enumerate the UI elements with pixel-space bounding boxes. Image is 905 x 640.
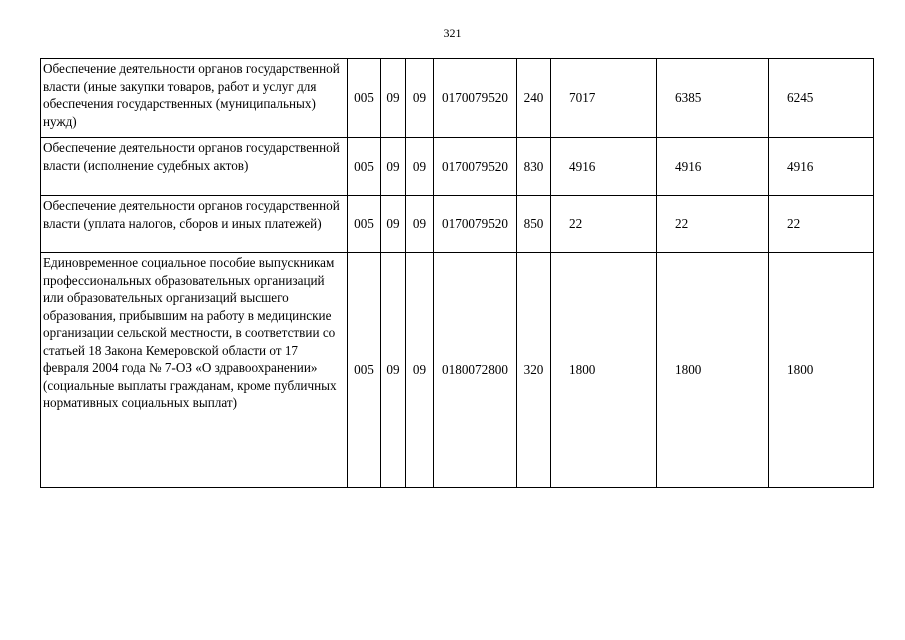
row-description: Обеспечение деятельности органов государственной власти (исполнение судебных актов) [41, 138, 348, 196]
amount-year-1: 4916 [551, 138, 657, 196]
ministry-code: 005 [348, 253, 381, 488]
expense-type-code: 830 [517, 138, 551, 196]
row-description: Обеспечение деятельности органов государственной власти (уплата налогов, сборов и иных платежей) [41, 196, 348, 253]
table-row [41, 138, 874, 196]
section-code: 09 [381, 59, 406, 138]
amount-year-1: 22 [551, 196, 657, 253]
subsection-code: 09 [406, 59, 434, 138]
amount-year-2: 4916 [657, 138, 769, 196]
amount-year-1: 7017 [551, 59, 657, 138]
amount-year-2: 22 [657, 196, 769, 253]
expense-type-code: 850 [517, 196, 551, 253]
expense-type-code: 320 [517, 253, 551, 488]
ministry-code: 005 [348, 196, 381, 253]
amount-year-3: 22 [769, 196, 874, 253]
amount-year-3: 1800 [769, 253, 874, 488]
expense-type-code: 240 [517, 59, 551, 138]
budget-table [40, 58, 874, 488]
amount-year-2: 1800 [657, 253, 769, 488]
target-article-code: 0180072800 [434, 253, 517, 488]
table-row [41, 59, 874, 138]
ministry-code: 005 [348, 138, 381, 196]
table-row [41, 196, 874, 253]
amount-year-1: 1800 [551, 253, 657, 488]
page-number: 321 [443, 26, 462, 40]
ministry-code: 005 [348, 59, 381, 138]
target-article-code: 0170079520 [434, 138, 517, 196]
row-description: Обеспечение деятельности органов государственной власти (иные закупки товаров, работ и услуг для обеспечения государственных (муниципальных) нужд) [41, 59, 348, 138]
row-description: Единовременное социальное пособие выпускникам профессиональных образовательных организаций или образовательных организаций высшего образования, прибывшим на работу в медицинские организации сельской местности, в соответствии со статьей 18 Закона Кемеровской области от 17 февраля 2004 года № 7-ОЗ «О здравоохранении» (социальные выплаты гражданам, кроме публичных нормативных социальных выплат) [41, 253, 348, 488]
amount-year-3: 6245 [769, 59, 874, 138]
section-code: 09 [381, 253, 406, 488]
target-article-code: 0170079520 [434, 59, 517, 138]
section-code: 09 [381, 196, 406, 253]
subsection-code: 09 [406, 196, 434, 253]
amount-year-2: 6385 [657, 59, 769, 138]
target-article-code: 0170079520 [434, 196, 517, 253]
subsection-code: 09 [406, 253, 434, 488]
amount-year-3: 4916 [769, 138, 874, 196]
table-row [41, 253, 874, 488]
section-code: 09 [381, 138, 406, 196]
subsection-code: 09 [406, 138, 434, 196]
